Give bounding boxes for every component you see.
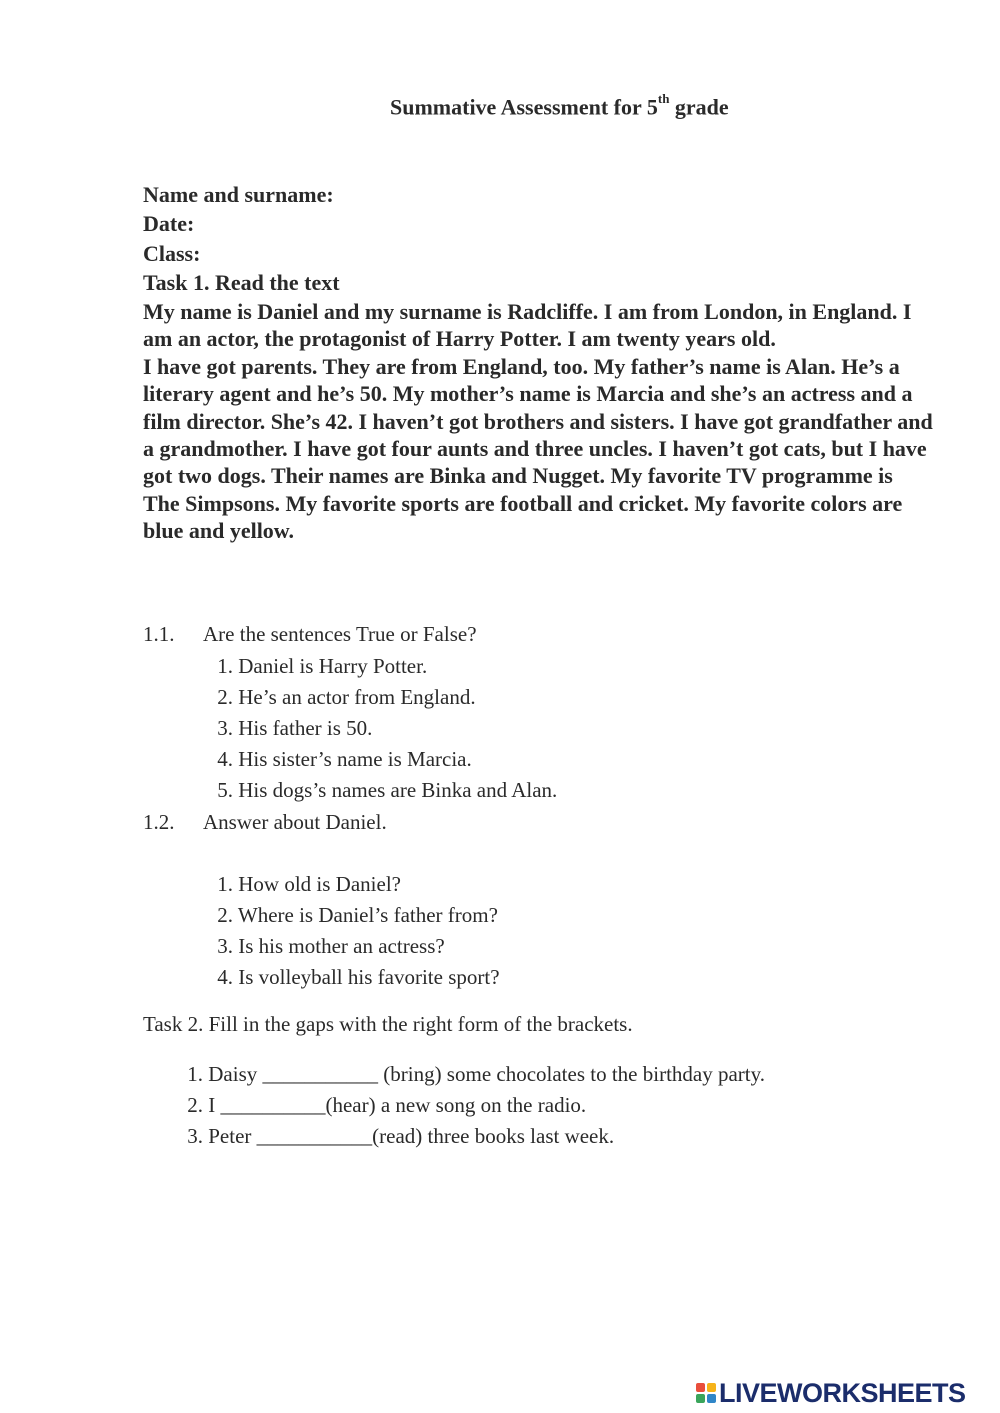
list-item: 1. How old is Daniel? (217, 872, 401, 896)
liveworksheets-logo-icon (696, 1383, 716, 1403)
list-item: 1. Daniel is Harry Potter. (217, 654, 428, 678)
reading-passage (143, 298, 933, 545)
passage-paragraph-2: I have got parents. They are from England, too. My father’s name is Alan. He’s a literary agent and he’s 50. My mother’s name is Marcia and she’s an actress and a film director. She’s 42. I haven’t got brothers and sisters. I have got grandfather and a grandmother. I have got four aunts and three uncles. I haven’t got cats, but I have got two dogs. Their names are Binka and Nugget. My favorite TV programme is The Simpsons. My favorite sports are football and cricket. My favorite colors are blue and yellow. (143, 353, 933, 544)
liveworksheets-logo (696, 1376, 966, 1410)
list-item: 3. Is his mother an actress? (217, 934, 445, 958)
section-1-1-heading: 1.1. Are the sentences True or False? (143, 622, 477, 646)
logo-square (696, 1383, 705, 1392)
passage-paragraph-1: My name is Daniel and my surname is Radcliffe. I am from London, in England. I am an actor, the protagonist of Harry Potter. I am twenty years old. (143, 299, 912, 352)
list-item: 2. I __________(hear) a new song on the radio. (187, 1093, 587, 1117)
logo-square (707, 1383, 716, 1392)
name-field-label: Name and surname: (143, 182, 334, 207)
list-item: 3. His father is 50. (217, 716, 373, 740)
fill-gaps-list (166, 1059, 765, 1152)
task2-instruction: Task 2. Fill in the gaps with the right form of the brackets. (143, 1012, 633, 1036)
questions-list (196, 869, 500, 993)
list-item: 5. His dogs’s names are Binka and Alan. (217, 778, 558, 802)
logo-text: LIVEWORKSHEETS (719, 1377, 966, 1408)
true-false-list (196, 651, 557, 806)
list-item: 4. Is volleyball his favorite sport? (217, 965, 500, 989)
section-1-2-heading: 1.2. Answer about Daniel. (143, 810, 387, 834)
list-item: 4. His sister’s name is Marcia. (217, 747, 472, 771)
logo-square (696, 1394, 705, 1403)
date-field-label: Date: (143, 211, 195, 236)
task1-heading: Task 1. Read the text (143, 270, 340, 295)
page-title: Summative Assessment for 5th grade (390, 91, 729, 120)
list-item: 3. Peter ___________(read) three books last week. (187, 1124, 615, 1148)
list-item: 2. Where is Daniel’s father from? (217, 903, 498, 927)
list-item: 2. He’s an actor from England. (217, 685, 476, 709)
class-field-label: Class: (143, 241, 201, 266)
logo-square (707, 1394, 716, 1403)
list-item: 1. Daisy ___________ (bring) some chocolates to the birthday party. (187, 1062, 766, 1086)
